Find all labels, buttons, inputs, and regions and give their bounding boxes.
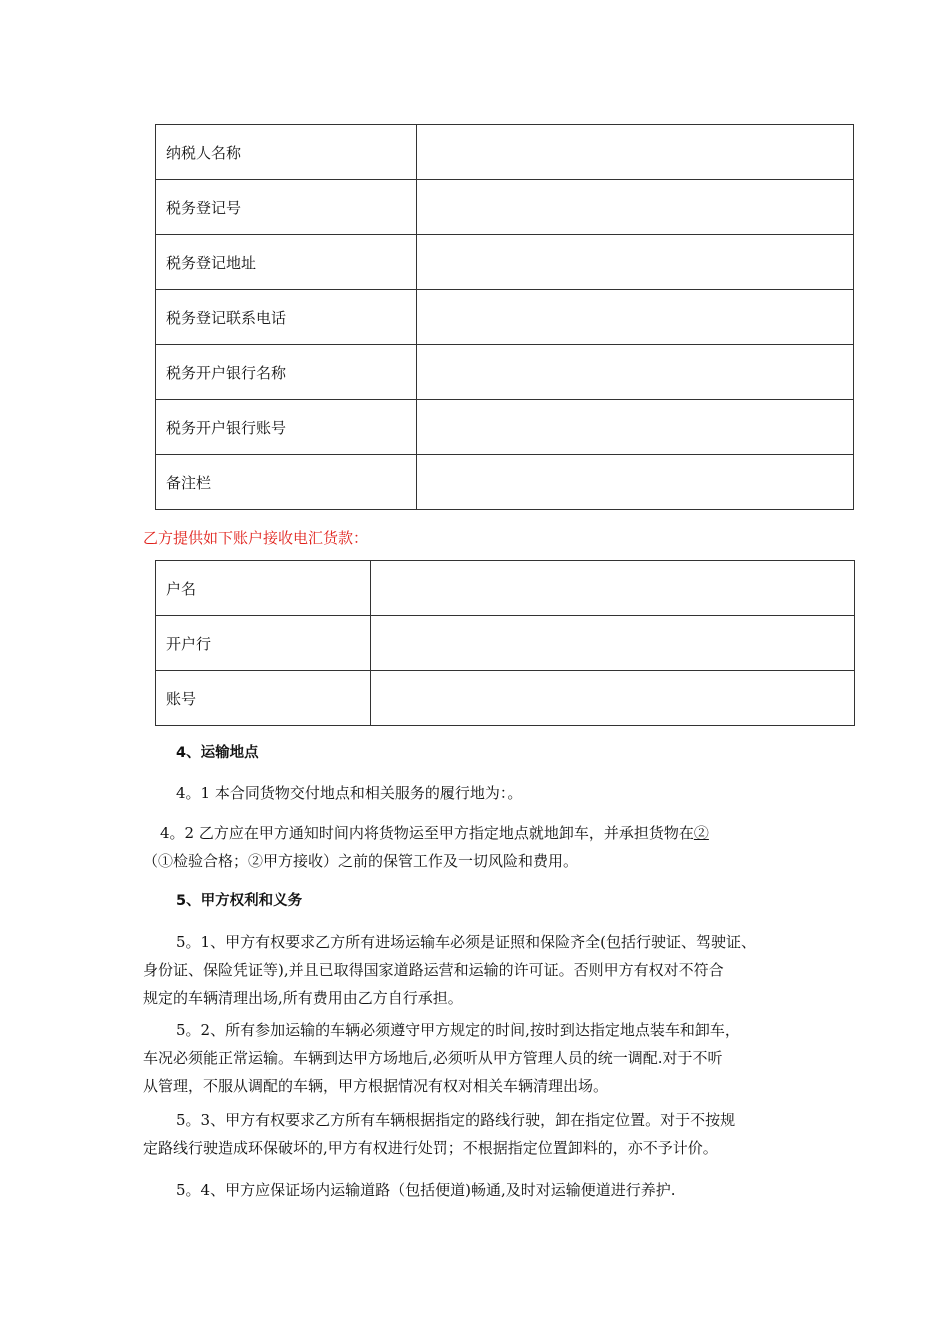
clause-line: 5。3、甲方有权要求乙方所有车辆根据指定的路线行驶，卸在指定位置。对于不按规 xyxy=(176,1111,736,1129)
table-row xyxy=(156,616,855,671)
row-value xyxy=(417,125,854,180)
row-label: 纳税人名称 xyxy=(156,125,417,180)
table-row xyxy=(156,290,854,345)
row-value xyxy=(417,345,854,400)
row-label: 开户行 xyxy=(156,616,371,671)
clause-5-3 xyxy=(143,1106,735,1162)
row-value xyxy=(417,400,854,455)
table-row xyxy=(156,125,854,180)
clause-line: 5。2、所有参加运输的车辆必须遵守甲方规定的时间,按时到达指定地点装车和卸车， xyxy=(176,1021,740,1039)
table-row xyxy=(156,455,854,510)
row-label: 税务登记号 xyxy=(156,180,417,235)
clause-line: 5。1、甲方有权要求乙方所有进场运输车必须是证照和保险齐全(包括行驶证、驾驶证、 xyxy=(176,933,756,951)
row-value xyxy=(417,235,854,290)
row-value xyxy=(417,290,854,345)
section-5-heading: 5、甲方权利和义务 xyxy=(176,893,303,909)
row-label: 户名 xyxy=(156,561,371,616)
clause-line: （①检验合格；②甲方接收）之前的保管工作及一切风险和费用。 xyxy=(143,852,579,870)
row-label: 账号 xyxy=(156,671,371,726)
clause-line: 身份证、保险凭证等),并且已取得国家道路运营和运输的许可证。否则甲方有权对不符合 xyxy=(143,961,724,979)
clause-text: 4。2 乙方应在甲方通知时间内将货物运至甲方指定地点就地卸车，并承担货物在 xyxy=(160,824,694,842)
clause-5-1 xyxy=(143,928,756,1012)
clause-line xyxy=(160,819,709,847)
table-row xyxy=(156,561,855,616)
row-value xyxy=(417,455,854,510)
row-value xyxy=(371,671,855,726)
row-value xyxy=(371,561,855,616)
section-4-heading: 4、运输地点 xyxy=(176,745,259,761)
row-label: 税务登记联系电话 xyxy=(156,290,417,345)
bank-account-table xyxy=(155,560,855,726)
underlined-choice: ② xyxy=(693,824,709,842)
clause-5-2 xyxy=(143,1016,740,1100)
table-row xyxy=(156,400,854,455)
tax-info-table xyxy=(155,124,854,510)
row-value xyxy=(417,180,854,235)
clause-4-1: 4。1 本合同货物交付地点和相关服务的履行地为：。 xyxy=(176,784,523,802)
clause-line: 车况必须能正常运输。车辆到达甲方场地后,必须听从甲方管理人员的统一调配.对于不听 xyxy=(143,1049,723,1067)
table-row xyxy=(156,180,854,235)
clause-line: 从管理，不服从调配的车辆，甲方根据情况有权对相关车辆清理出场。 xyxy=(143,1077,609,1095)
row-label: 备注栏 xyxy=(156,455,417,510)
clause-5-4: 5。4、甲方应保证场内运输道路（包括便道)畅通,及时对运输便道进行养护. xyxy=(176,1181,676,1199)
table-row xyxy=(156,235,854,290)
row-label: 税务登记地址 xyxy=(156,235,417,290)
row-label: 税务开户银行名称 xyxy=(156,345,417,400)
clause-line: 规定的车辆清理出场,所有费用由乙方自行承担。 xyxy=(143,989,463,1007)
bank-account-note: 乙方提供如下账户接收电汇货款： xyxy=(143,529,369,547)
row-label: 税务开户银行账号 xyxy=(156,400,417,455)
clause-4-2 xyxy=(143,819,709,875)
clause-line: 定路线行驶造成环保破坏的,甲方有权进行处罚；不根据指定位置卸料的，亦不予计价。 xyxy=(143,1139,718,1157)
row-value xyxy=(371,616,855,671)
table-row xyxy=(156,671,855,726)
table-row xyxy=(156,345,854,400)
